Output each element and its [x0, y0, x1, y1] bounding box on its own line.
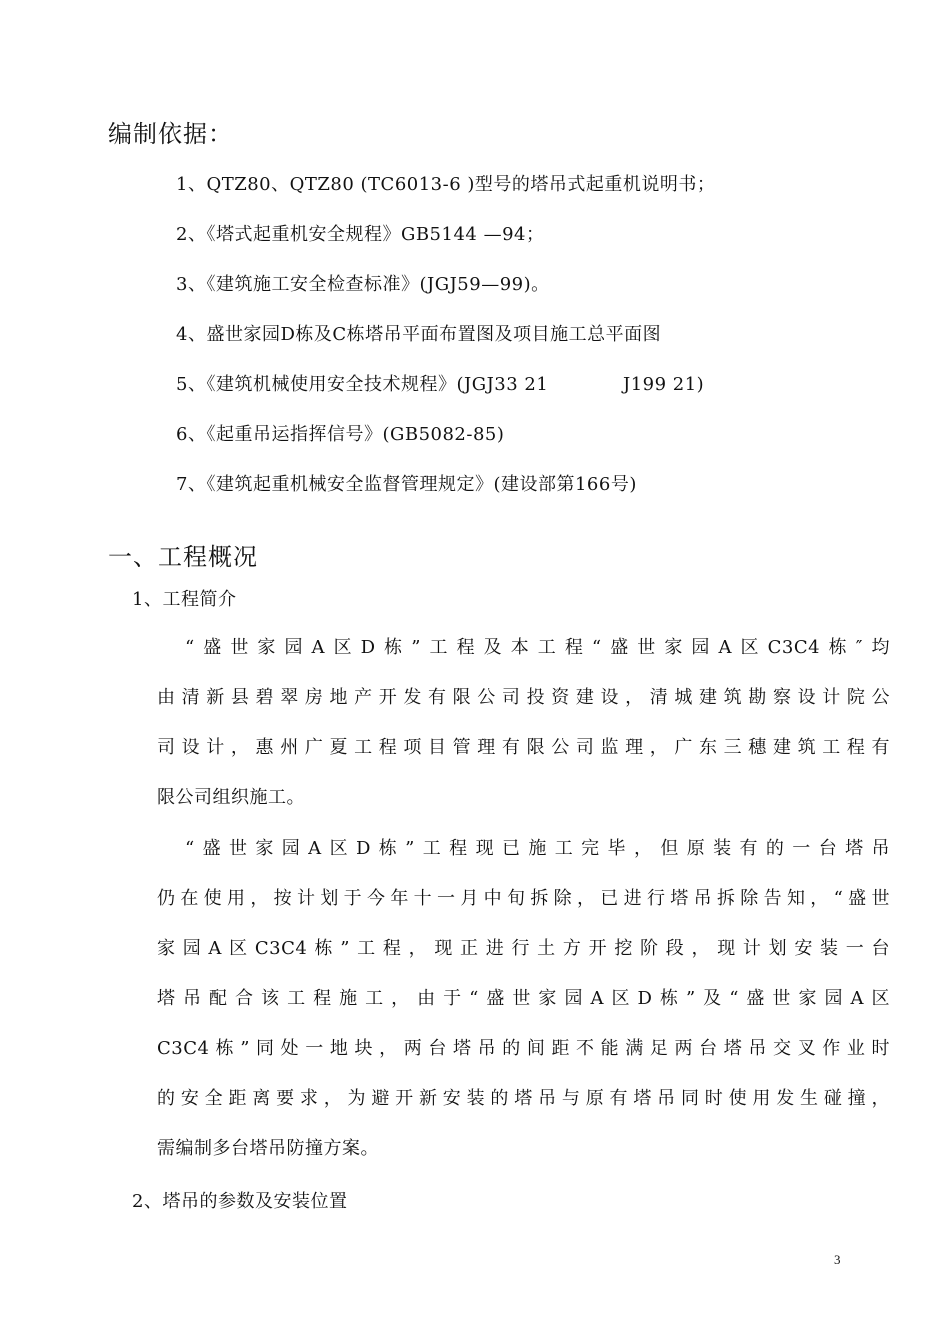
- paragraph-line: 的安全距离要求，为避开新安装的塔吊与原有塔吊同时使用发生碰撞，: [157, 1088, 890, 1109]
- basis-item: 4、盛世家园D栋及C栋塔吊平面布置图及项目施工总平面图: [176, 324, 662, 345]
- section-title: 一、工程概况: [108, 543, 258, 571]
- paragraph-line: 仍在使用，按计划于今年十一月中旬拆除，已进行塔吊拆除告知，“盛世: [157, 888, 890, 909]
- paragraph-line: “盛世家园A区D栋”工程及本工程“盛世家园A区C3C4栋″均: [185, 637, 890, 658]
- paragraph-line: “盛世家园A区D栋”工程现已施工完毕，但原装有的一台塔吊: [185, 838, 890, 859]
- paragraph-line: 由清新县碧翠房地产开发有限公司投资建设，清城建筑勘察设计院公: [157, 687, 890, 708]
- subsection-title: 2、塔吊的参数及安装位置: [132, 1191, 348, 1212]
- paragraph-line: 需编制多台塔吊防撞方案。: [157, 1138, 379, 1159]
- basis-item: 1、QTZ80、QTZ80 (TC6013-6 )型号的塔吊式起重机说明书；: [176, 174, 716, 195]
- page-number: 3: [834, 1252, 841, 1267]
- basis-list: [176, 160, 715, 510]
- basis-heading: 编制依据：: [108, 120, 233, 148]
- tower-crane-paragraph: [157, 824, 890, 1174]
- basis-item: 5、《建筑机械使用安全技术规程》(JGJ33 21 J199 21): [176, 374, 705, 395]
- basis-item: 2、《塔式起重机安全规程》GB5144 —94；: [176, 224, 545, 245]
- paragraph-line: 家园A区C3C4栋”工程，现正进行土方开挖阶段，现计划安装一台: [157, 938, 890, 959]
- basis-item: 6、《起重吊运指挥信号》(GB5082-85): [176, 424, 505, 445]
- basis-item: 7、《建筑起重机械安全监督管理规定》(建设部第166号): [176, 474, 637, 495]
- paragraph-line: 塔吊配合该工程施工，由于“盛世家园A区D栋”及“盛世家园A区: [157, 988, 890, 1009]
- project-intro-paragraph: [157, 623, 890, 823]
- subsection-title: 1、工程简介: [132, 589, 237, 610]
- paragraph-line: C3C4栋”同处一地块，两台塔吊的间距不能满足两台塔吊交叉作业时: [157, 1038, 890, 1059]
- basis-item: 3、《建筑施工安全检查标准》(JGJ59—99)。: [176, 274, 550, 295]
- paragraph-line: 司设计，惠州广夏工程项目管理有限公司监理，广东三穗建筑工程有: [157, 737, 890, 758]
- paragraph-line: 限公司组织施工。: [157, 787, 305, 808]
